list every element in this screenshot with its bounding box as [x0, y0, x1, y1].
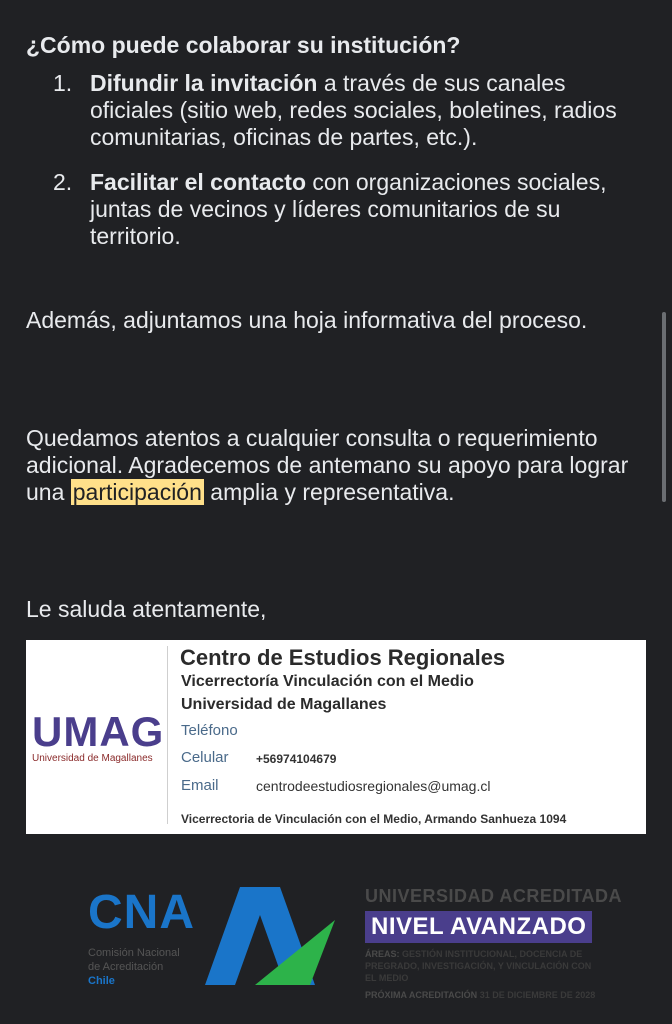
email-signature — [26, 640, 646, 834]
umag-logo-text: UMAG — [32, 708, 165, 755]
cell-value[interactable]: +56974104679 — [256, 752, 337, 766]
phone-label: Teléfono — [181, 722, 238, 739]
signature-univ: Universidad de Magallanes — [181, 696, 387, 713]
step-bold-text: Difundir la invitación — [90, 70, 318, 96]
thanks-paragraph — [26, 425, 646, 506]
email-label: Email — [181, 777, 219, 794]
step-text: con organizaciones sociales, juntas de vecinos y líderes comunitarios de su territorio. — [90, 169, 607, 249]
cna-logo-text: CNA — [88, 886, 195, 939]
accreditation-level: NIVEL AVANZADO — [365, 911, 592, 943]
step-text: a través de sus canales oficiales (sitio web, redes sociales, boletines, radios comunitarias, oficinas de partes, etc.). — [90, 70, 617, 150]
areas-text: GESTIÓN INSTITUCIONAL, DOCENCIA DE PREGRADO, INVESTIGACIÓN, Y VINCULACIÓN CON EL MEDIO — [365, 949, 592, 983]
umag-logo — [26, 640, 166, 834]
accreditation-title: UNIVERSIDAD ACREDITADA — [365, 886, 623, 906]
thanks-text-end: amplia y representativa. — [203, 479, 455, 505]
signature-dept: Vicerrectoría Vinculación con el Medio — [181, 673, 474, 690]
accreditation-areas — [365, 948, 605, 984]
signature-divider — [167, 646, 168, 824]
cna-line2: de Acreditación — [88, 961, 164, 973]
accreditation-next — [365, 989, 605, 1001]
email-link[interactable]: centrodeestudiosregionales@umag.cl — [256, 778, 491, 794]
thanks-text: Quedamos atentos a cualquier consulta o requerimiento adicional. Agradecemos de antemano su apoyo para lograr una — [26, 425, 629, 505]
email-body — [26, 30, 646, 268]
signature-address: Vicerrectoria de Vinculación con el Medio, Armando Sanhueza 1094 — [181, 812, 567, 826]
attachment-paragraph: Además, adjuntamos una hoja informativa del proceso. — [26, 307, 588, 333]
cna-mark-icon — [185, 885, 345, 995]
umag-logo-subtitle: Universidad de Magallanes — [32, 753, 153, 764]
steps-list — [26, 70, 646, 250]
next-date: 31 DE DICIEMBRE DE 2028 — [479, 990, 596, 1000]
list-number: 2. — [53, 169, 73, 195]
cna-subtitle — [88, 946, 180, 988]
cell-label: Celular — [181, 749, 229, 766]
section-heading: ¿Cómo puede colaborar su institución? — [26, 32, 461, 58]
list-item — [26, 169, 646, 250]
accreditation-badge — [365, 886, 623, 1001]
cna-line3: Chile — [88, 975, 115, 987]
step-bold-text: Facilitar el contacto — [90, 169, 307, 195]
list-number: 1. — [53, 70, 73, 96]
areas-label: ÁREAS: — [365, 949, 400, 959]
signature-org: Centro de Estudios Regionales — [180, 645, 506, 670]
list-item — [26, 70, 646, 151]
cna-line1: Comisión Nacional — [88, 947, 180, 959]
next-label: PRÓXIMA ACREDITACIÓN — [365, 990, 478, 1000]
search-highlight: participación — [72, 479, 202, 505]
scrollbar[interactable] — [662, 312, 666, 502]
closing-line: Le saluda atentamente, — [26, 596, 267, 622]
